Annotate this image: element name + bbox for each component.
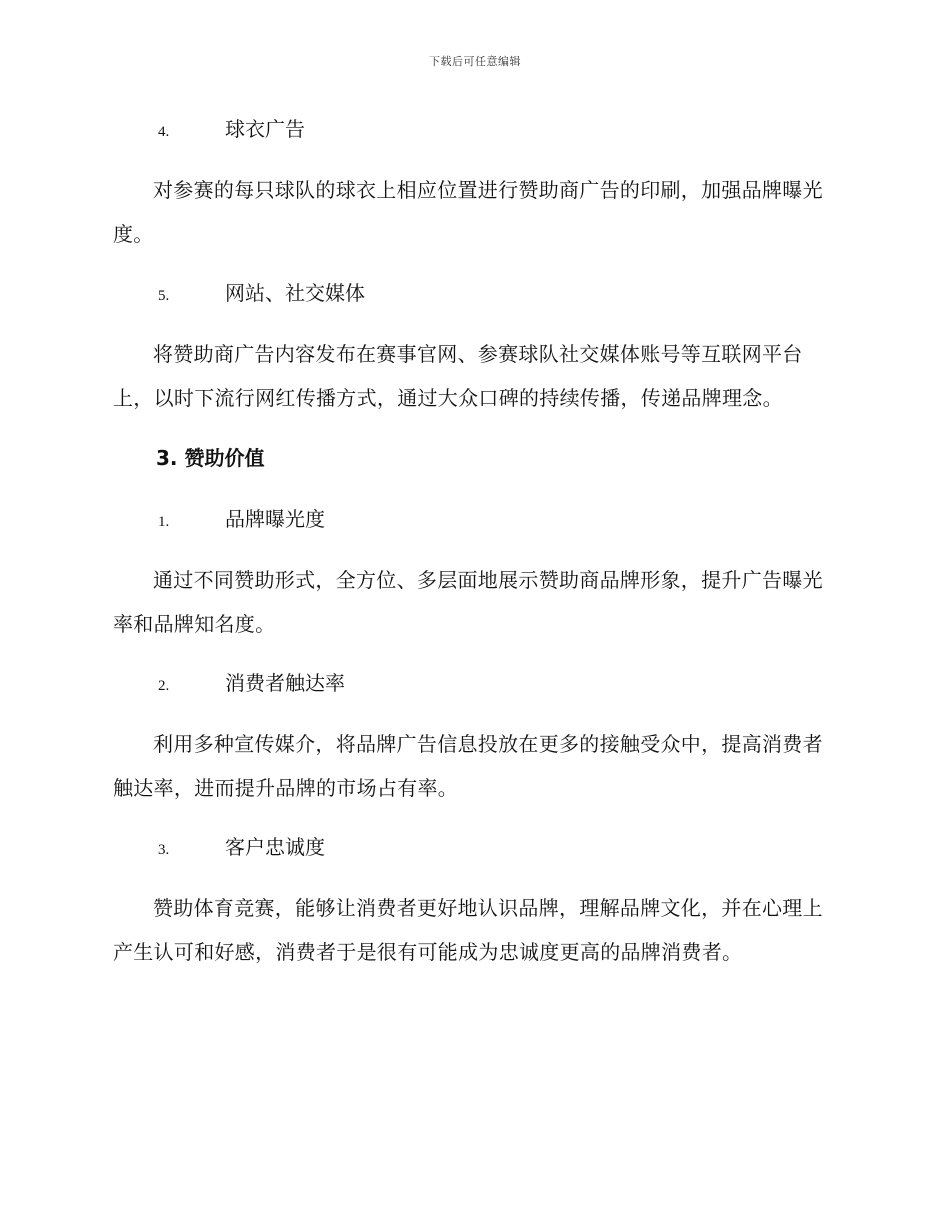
document-body xyxy=(113,108,837,990)
list-item-title: 消费者触达率 xyxy=(225,671,345,695)
list-item-title: 品牌曝光度 xyxy=(225,507,325,531)
list-item-number: 1. xyxy=(158,514,170,530)
paragraph: 通过不同赞助形式，全方位、多层面地展示赞助商品牌形象，提升广告曝光率和品牌知名度。 xyxy=(113,568,823,636)
list-item-title: 网站、社交媒体 xyxy=(225,281,365,305)
section-heading: 3. 赞助价值 xyxy=(156,446,265,470)
list-item-heading xyxy=(158,108,837,150)
paragraph: 赞助体育竞赛，能够让消费者更好地认识品牌，理解品牌文化，并在心理上产生认可和好感，消费者于是很有可能成为忠诚度更高的品牌消费者。 xyxy=(113,896,823,964)
list-item-heading xyxy=(158,498,837,540)
paragraph: 利用多种宣传媒介，将品牌广告信息投放在更多的接触受众中，提高消费者触达率，进而提升品牌的市场占有率。 xyxy=(113,732,823,800)
list-item-number: 3. xyxy=(158,842,170,858)
list-item-number: 5. xyxy=(158,288,170,304)
list-item-heading xyxy=(158,272,837,314)
list-item-number: 4. xyxy=(158,124,170,140)
list-item-title: 球衣广告 xyxy=(225,117,305,141)
list-item-heading xyxy=(158,826,837,868)
paragraph: 将赞助商广告内容发布在赛事官网、参赛球队社交媒体账号等互联网平台上，以时下流行网红传播方式，通过大众口碑的持续传播，传递品牌理念。 xyxy=(113,342,803,410)
list-item-number: 2. xyxy=(158,678,170,694)
list-item-title: 客户忠诚度 xyxy=(225,835,325,859)
page-header: 下载后可任意编辑 xyxy=(429,55,521,68)
list-item-heading xyxy=(158,662,837,704)
paragraph: 对参赛的每只球队的球衣上相应位置进行赞助商广告的印刷，加强品牌曝光度。 xyxy=(113,178,823,246)
